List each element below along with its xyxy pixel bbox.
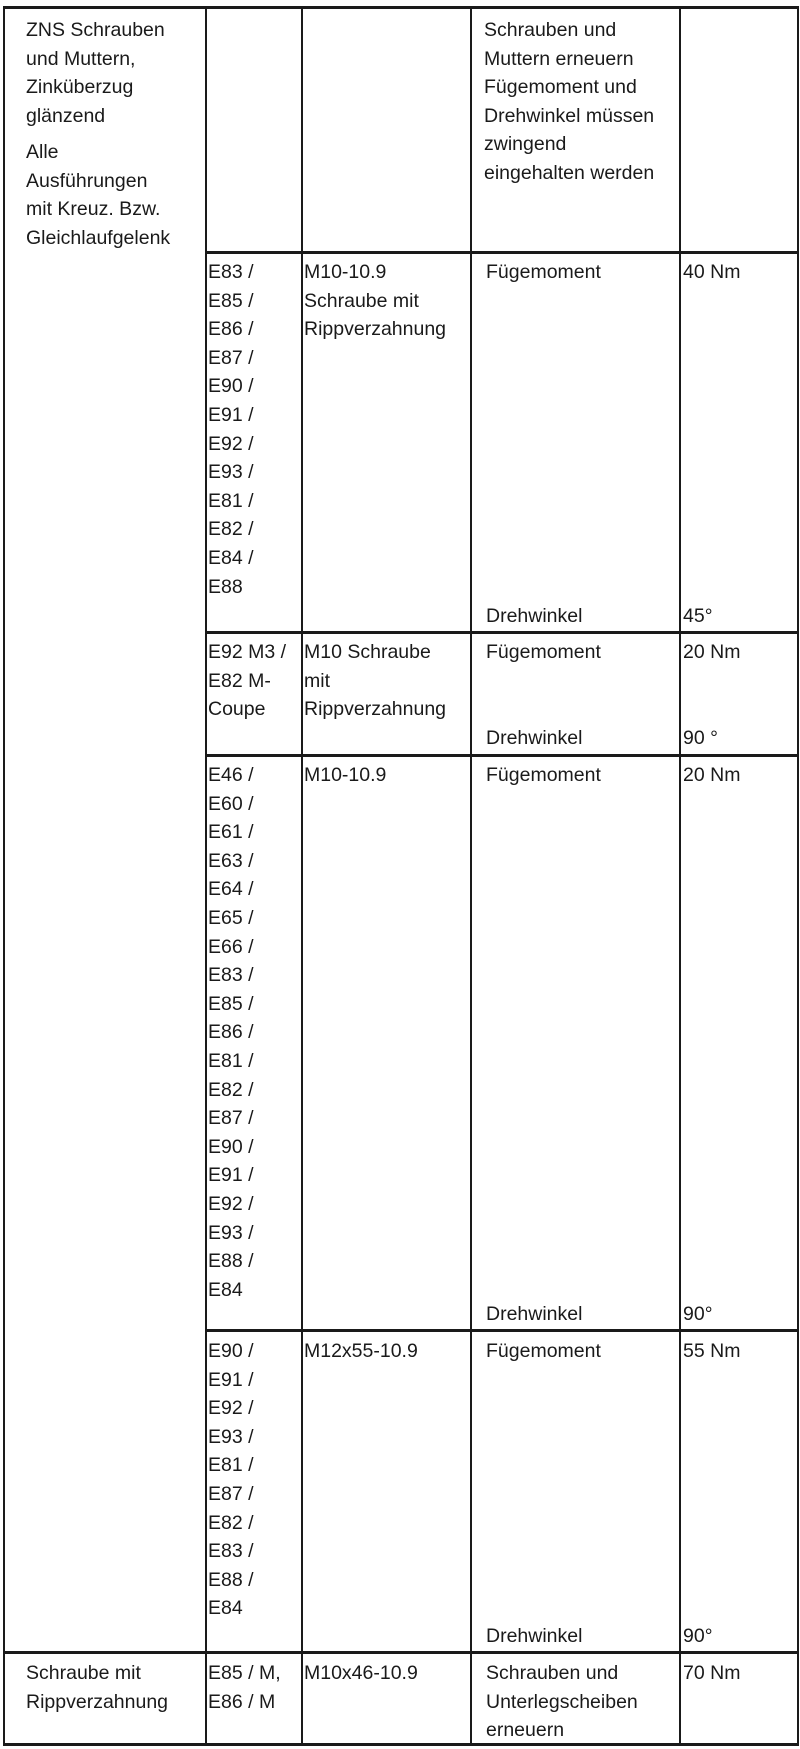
row-divider (205, 631, 799, 634)
last-row-part: M10x46-10.9 (304, 1662, 418, 1684)
row4-torque-value: 55 Nm (683, 1340, 741, 1362)
group1-subtitle: Alle Ausführungen mit Kreuz. Bzw. Gleichlaufgelenk (26, 141, 171, 249)
column-divider (470, 6, 472, 1746)
group2-title: Schraube mit Rippverzahnung (26, 1662, 169, 1713)
group1-title: ZNS Schrauben und Muttern, Zinküberzug glänzend (26, 19, 165, 127)
row4-models: E90 / E91 / E92 / E93 / E81 / E87 / E82 / E83 / E88 / E84 (208, 1340, 254, 1620)
row1-angle-value: 45° (683, 605, 713, 627)
row3-angle-value: 90° (683, 1303, 713, 1325)
row-divider (205, 1329, 799, 1332)
table-border-right (797, 6, 799, 1746)
column-divider (679, 6, 681, 1746)
row2-part: M10 Schraube mit Rippverzahnung (304, 641, 447, 721)
row1-models: E83 / E85 / E86 / E87 / E90 / E91 / E92 / E93 / E81 / E82 / E84 / E88 (208, 261, 254, 598)
row3-torque-value: 20 Nm (683, 764, 741, 786)
row2-angle-value: 90 ° (683, 727, 718, 749)
row2-torque-value: 20 Nm (683, 641, 741, 663)
row2-torque-label: Fügemoment (486, 641, 601, 663)
row3-models: E46 / E60 / E61 / E63 / E64 / E65 / E66 / E83 / E85 / E86 / E81 / E82 / E87 / E90 / E91 / E92 / E93 / E88 / E84 (208, 764, 254, 1301)
row1-angle-label: Drehwinkel (486, 605, 583, 627)
row2-models: E92 M3 / E82 M- Coupe (208, 641, 287, 721)
row4-torque-label: Fügemoment (486, 1340, 601, 1362)
column-divider (301, 6, 303, 1746)
row-divider (205, 251, 799, 254)
row1-part: M10-10.9 Schraube mit Rippverzahnung (304, 261, 447, 341)
last-row-models: E85 / M, E86 / M (208, 1662, 281, 1713)
row4-angle-label: Drehwinkel (486, 1625, 583, 1647)
row3-angle-label: Drehwinkel (486, 1303, 583, 1325)
header-note: Schrauben und Muttern erneuern Fügemoment und Drehwinkel müssen zwingend eingehalten werden (484, 19, 655, 184)
last-row-note: Schrauben und Unterlegscheiben erneuern (486, 1662, 638, 1742)
row3-torque-label: Fügemoment (486, 764, 601, 786)
row2-angle-label: Drehwinkel (486, 727, 583, 749)
row1-torque-label: Fügemoment (486, 261, 601, 283)
column-divider (205, 6, 207, 1746)
row4-angle-value: 90° (683, 1625, 713, 1647)
table-border-left (3, 6, 5, 1746)
last-row-value: 70 Nm (683, 1662, 741, 1684)
row1-torque-value: 40 Nm (683, 261, 741, 283)
row4-part: M12x55-10.9 (304, 1340, 418, 1362)
row-divider (205, 754, 799, 757)
row3-part: M10-10.9 (304, 764, 387, 786)
